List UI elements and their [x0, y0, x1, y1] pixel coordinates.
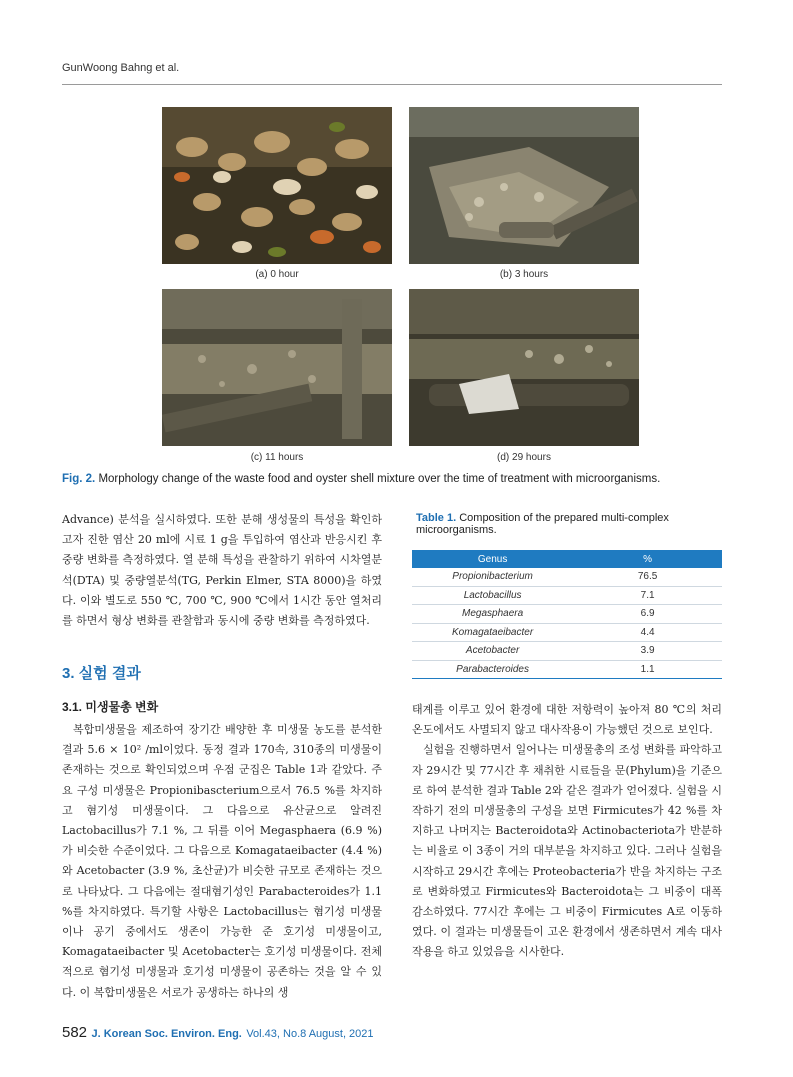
percent-cell: 76.5 — [573, 568, 722, 586]
photo-29-hours — [409, 289, 639, 446]
paragraph-resistance: 태계를 이루고 있어 환경에 대한 저항력이 높아져 80 ℃의 처리 온도에서도 사멸되지 않고 대사작용이 가능했던 것으로 보인다. — [412, 703, 722, 737]
left-column-top — [62, 510, 382, 631]
table-row — [412, 660, 722, 679]
page-footer — [62, 1024, 374, 1042]
photo-0-hour — [162, 107, 392, 264]
figure-caption — [62, 473, 722, 485]
table-row — [412, 623, 722, 642]
genus-cell: Propionibacterium — [412, 568, 573, 586]
journal-issue: Vol.43, No.8 August, 2021 — [246, 1028, 374, 1040]
subsection-title: 3.1. 미생물총 변화 — [62, 700, 159, 714]
caption-d: (d) 29 hours — [497, 452, 551, 463]
percent-cell: 1.1 — [573, 660, 722, 679]
table-caption — [416, 512, 722, 536]
table-row — [412, 568, 722, 586]
genus-cell: Lactobacillus — [412, 586, 573, 605]
left-column-body — [62, 720, 382, 1003]
percent-cell: 6.9 — [573, 605, 722, 624]
page-number: 582 — [62, 1024, 88, 1041]
section-title: 3. 실험 결과 — [62, 665, 141, 682]
percent-cell: 4.4 — [573, 623, 722, 642]
table-header-row — [412, 550, 722, 568]
genus-cell: Megasphaera — [412, 605, 573, 624]
paragraph-methods: Advance) 분석을 실시하였다. 또한 분해 생성물의 특성을 확인하고자 진한 염산 20 ml에 시료 1 g을 투입하여 염산과 반응시킨 후 중량 변화를 측정하였다. 열 분해 특성을 관찰하기 위하여 시차열분석(DTA) 및 중량열분석(TG, Perkin Elmer, STA 8000)을 하였다. 이와 별도로 550 ℃, 700 ℃, 900 ℃에서 1시간 동안 열처리를 하면서 형상 변화를 관찰함과 동시에 중량 변화를 측정하였다. — [62, 513, 382, 628]
percent-cell: 7.1 — [573, 586, 722, 605]
genus-cell: Parabacteroides — [412, 660, 573, 679]
journal-name: J. Korean Soc. Environ. Eng. — [91, 1028, 242, 1040]
header-divider — [62, 84, 722, 85]
table-row — [412, 586, 722, 605]
right-column — [412, 700, 722, 963]
caption-b: (b) 3 hours — [499, 269, 549, 280]
running-head: GunWoong Bahng et al. — [62, 62, 180, 74]
header-genus: Genus — [412, 550, 573, 568]
caption-a: (a) 0 hour — [255, 269, 299, 280]
table-caption-text: Composition of the prepared multi-complex microorganisms. — [416, 512, 669, 536]
genus-cell: Acetobacter — [412, 642, 573, 661]
figure-label: Fig. 2. — [62, 473, 96, 485]
composition-table — [412, 550, 722, 679]
table-row — [412, 642, 722, 661]
percent-cell: 3.9 — [573, 642, 722, 661]
genus-cell: Komagataeibacter — [412, 623, 573, 642]
paragraph-phylum: 실험을 진행하면서 일어나는 미생물총의 조성 변화를 파악하고자 29시간 및 77시간 후 채취한 시료들을 문(Phylum)을 기준으로 하여 분석한 결과 Table 2와 같은 결과가 얻어졌다. 실험을 시작하기 전의 미생물총의 구성을 보면 Firmicutes가 42 %를 차지하고 나머지는 Bacteroidota와 Actinobacteriota가 반분하는 비율로 이 3종이 거의 대부분을 차지하고 있다. 그러나 실험을 시작하고 29시간 후에는 Proteobacteria가 반을 차지하는 구조로 변화하였고 Firmicutes와 Bacteroidota는 그 비중이 대폭 감소하였다. 77시간 후에는 그 비중이 Firmicutes A로 이동하였다. 이 결과는 미생물들이 고온 환경에서 생존하면서 계속 대사작용을 하고 있었음을 시사한다. — [412, 743, 722, 959]
table-row — [412, 605, 722, 624]
figure-caption-text: Morphology change of the waste food and oyster shell mixture over the time of treatment with microorganisms. — [98, 473, 661, 485]
paragraph-microbes: 복합미생물을 제조하여 장기간 배양한 후 미생물 농도를 분석한 결과 5.6 × 10² /ml이었다. 동정 결과 170속, 310종의 미생물이 존재하는 것으로 확인되었으며 우점 군집은 Table 1과 같았다. 주요 구성 미생물은 Propionibascterium으로서 76.5 %를 차지하고 혐기성 미생물이다. 그 다음으로 유산균으로 알려진 Lactobacillus가 7.1 %, 그 뒤를 이어 Megasphaera (6.9 %)가 비슷한 수준이었다. 그 다음으로 Komagataeibacter (4.4 %)와 Acetobacter (3.9 %, 초산균)가 비슷한 규모로 존재하는 것으로 나타났다. 그 다음에는 절대혐기성인 Parabacteroides가 1.1 %를 차지하였다. 특기할 사항은 Lactobacillus는 혐기성 미생물이나 공기 중에서도 생존이 가능한 준 호기성 미생물이고, Komagataeibacter 및 Acetobacter는 호기성 미생물이다. 전체적으로 혐기성 미생물과 호기성 미생물이 공존하는 것을 알 수 있다. 이 복합미생물은 서로가 공생하는 하나의 생 — [62, 723, 382, 999]
table-label: Table 1. — [416, 512, 457, 524]
header-percent: % — [573, 550, 722, 568]
caption-c: (c) 11 hours — [250, 452, 304, 463]
photo-3-hours — [409, 107, 639, 264]
photo-11-hours — [162, 289, 392, 446]
